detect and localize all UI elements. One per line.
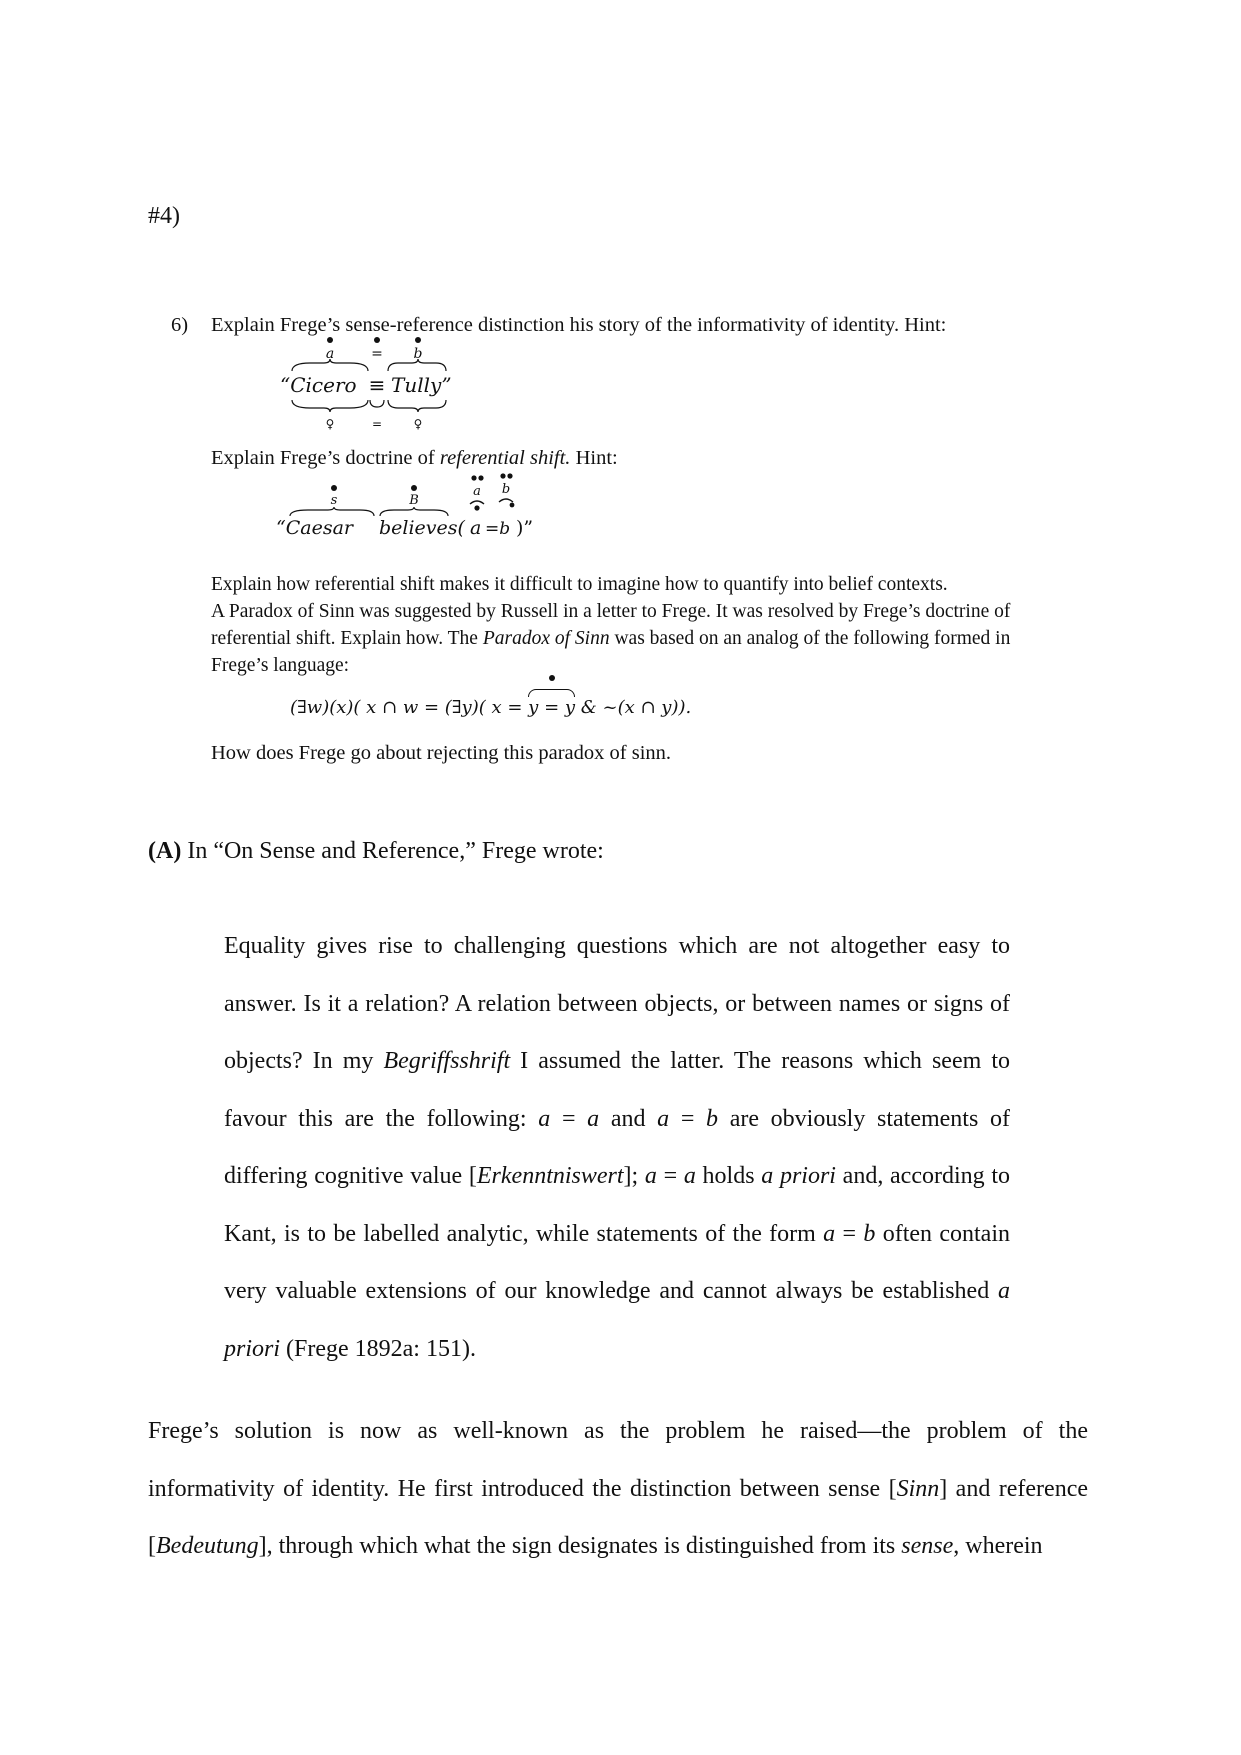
question-text: Explain Frege’s sense-reference distinction his story of the informativity of identity. Hint: [211, 314, 947, 336]
hint1-bottom-right: ♀ [413, 417, 423, 431]
hint2-b-top: b [501, 482, 511, 497]
overbrace-caesar [290, 507, 374, 516]
section-a-text: In “On Sense and Reference,” Frege wrote: [181, 838, 604, 864]
page-heading: #4) [148, 203, 180, 229]
sense-double-dot-icon [478, 475, 483, 480]
hint2-a: a [470, 517, 482, 539]
referential-shift-line [211, 447, 618, 470]
paradox-formula [290, 697, 691, 718]
overbrace-believes [380, 507, 448, 516]
hint1-top-eq: = [371, 346, 383, 362]
sense-dot-icon [327, 337, 333, 343]
section-a-label: (A) [148, 838, 182, 864]
body-paragraph: Frege’s solution is now as well-known as the problem he raised—the problem of the informativity of identity. He first introduced the distinction between sense [Sinn] and reference [Bedeutung], through which what the sign designates is distinguished from its sense, wherein [148, 1418, 1088, 1559]
explanation-line-2: A Paradox of Sinn was suggested by Russell in a letter to Frege. It was resolved by Frege’s doctrine of [211, 601, 1011, 622]
explanation-line-3: referential shift. Explain how. The Paradox of Sinn was based on an analog of the following formed in [211, 628, 1011, 649]
hint1-name-cicero: “Cicero [280, 373, 357, 397]
underbrace-cicero [292, 400, 368, 412]
sense-dot-icon [415, 337, 421, 343]
sense-dot-icon [411, 485, 417, 491]
hint1-name-tully: Tully” [391, 373, 452, 397]
sense-double-dot-icon [471, 475, 476, 480]
hint2-B: B [409, 493, 419, 508]
sense-double-dot-icon [500, 473, 505, 478]
hint2-eq-b: =b [485, 519, 511, 539]
explanation-line-4: Frege’s language: [211, 655, 350, 676]
final-question: How does Frege go about rejecting this paradox of sinn. [211, 742, 672, 764]
hint2-believes: believes( [379, 517, 465, 539]
frege-quote: Equality gives rise to challenging questions which are not altogether easy to answer. Is it a relation? A relation between objects, or between names or signs of objects? In my Begriffsshrift I assumed the latter. The reasons which seem to favour this are the following: a = a and a = b are obviously statements of differing cognitive value [Erkenntniswert]; a = a holds a priori and, according to Kant, is to be labelled analytic, while statements of the form a = b often contain very valuable extensions of our knowledge and cannot always be established a priori (Frege 1892a: 151). [224, 933, 1010, 1362]
hint1-top-b: b [413, 346, 423, 362]
question-number: 6) [171, 314, 189, 336]
sense-dot-icon [331, 485, 337, 491]
hint-diagram-referential-shift [276, 470, 564, 550]
referential-shift-term: referential shift. [439, 447, 571, 469]
explanation-line-1: Explain how referential shift makes it difficult to imagine how to quantify into belief contexts. [211, 574, 948, 595]
overbrace-cicero [292, 359, 368, 371]
referential-shift-prefix: Explain Frege’s doctrine of [211, 447, 440, 469]
overbrace-y [528, 689, 575, 697]
formula-part-1: (∃w)(x)( x ∩ w = (∃y)( x = [290, 697, 529, 718]
formula-braced: y = y [528, 697, 575, 718]
hint2-close: )” [516, 517, 534, 539]
underbrace-identity [370, 400, 384, 407]
referential-shift-suffix: Hint: [570, 447, 618, 469]
begriffsschrift-title: Begriffsshrift [383, 1048, 511, 1074]
hint2-a-top: a [473, 484, 481, 499]
sense-dot-icon [374, 337, 380, 343]
sense-dot-icon [510, 503, 515, 508]
explanation-paragraph [211, 571, 1131, 679]
formula-part-3: & ~(x ∩ y)). [575, 697, 692, 718]
shift-arrow-b [499, 499, 513, 502]
hint2-s: s [330, 493, 338, 508]
sense-dot-icon [474, 505, 479, 510]
hint2-caesar: “Caesar [276, 517, 353, 539]
hint-diagram-sense-reference [280, 328, 500, 443]
hint1-top-a: a [325, 346, 335, 362]
sense-dot-icon [549, 675, 555, 681]
hint1-bottom-eq: = [371, 417, 383, 431]
shift-arrow-a [470, 501, 484, 504]
section-a-heading [148, 838, 604, 865]
sense-double-dot-icon [507, 473, 512, 478]
hint1-identity-sign: ≡ [368, 373, 386, 397]
overbrace-tully [388, 359, 446, 371]
hint1-bottom-left: ♀ [325, 417, 335, 431]
underbrace-tully [388, 400, 446, 412]
